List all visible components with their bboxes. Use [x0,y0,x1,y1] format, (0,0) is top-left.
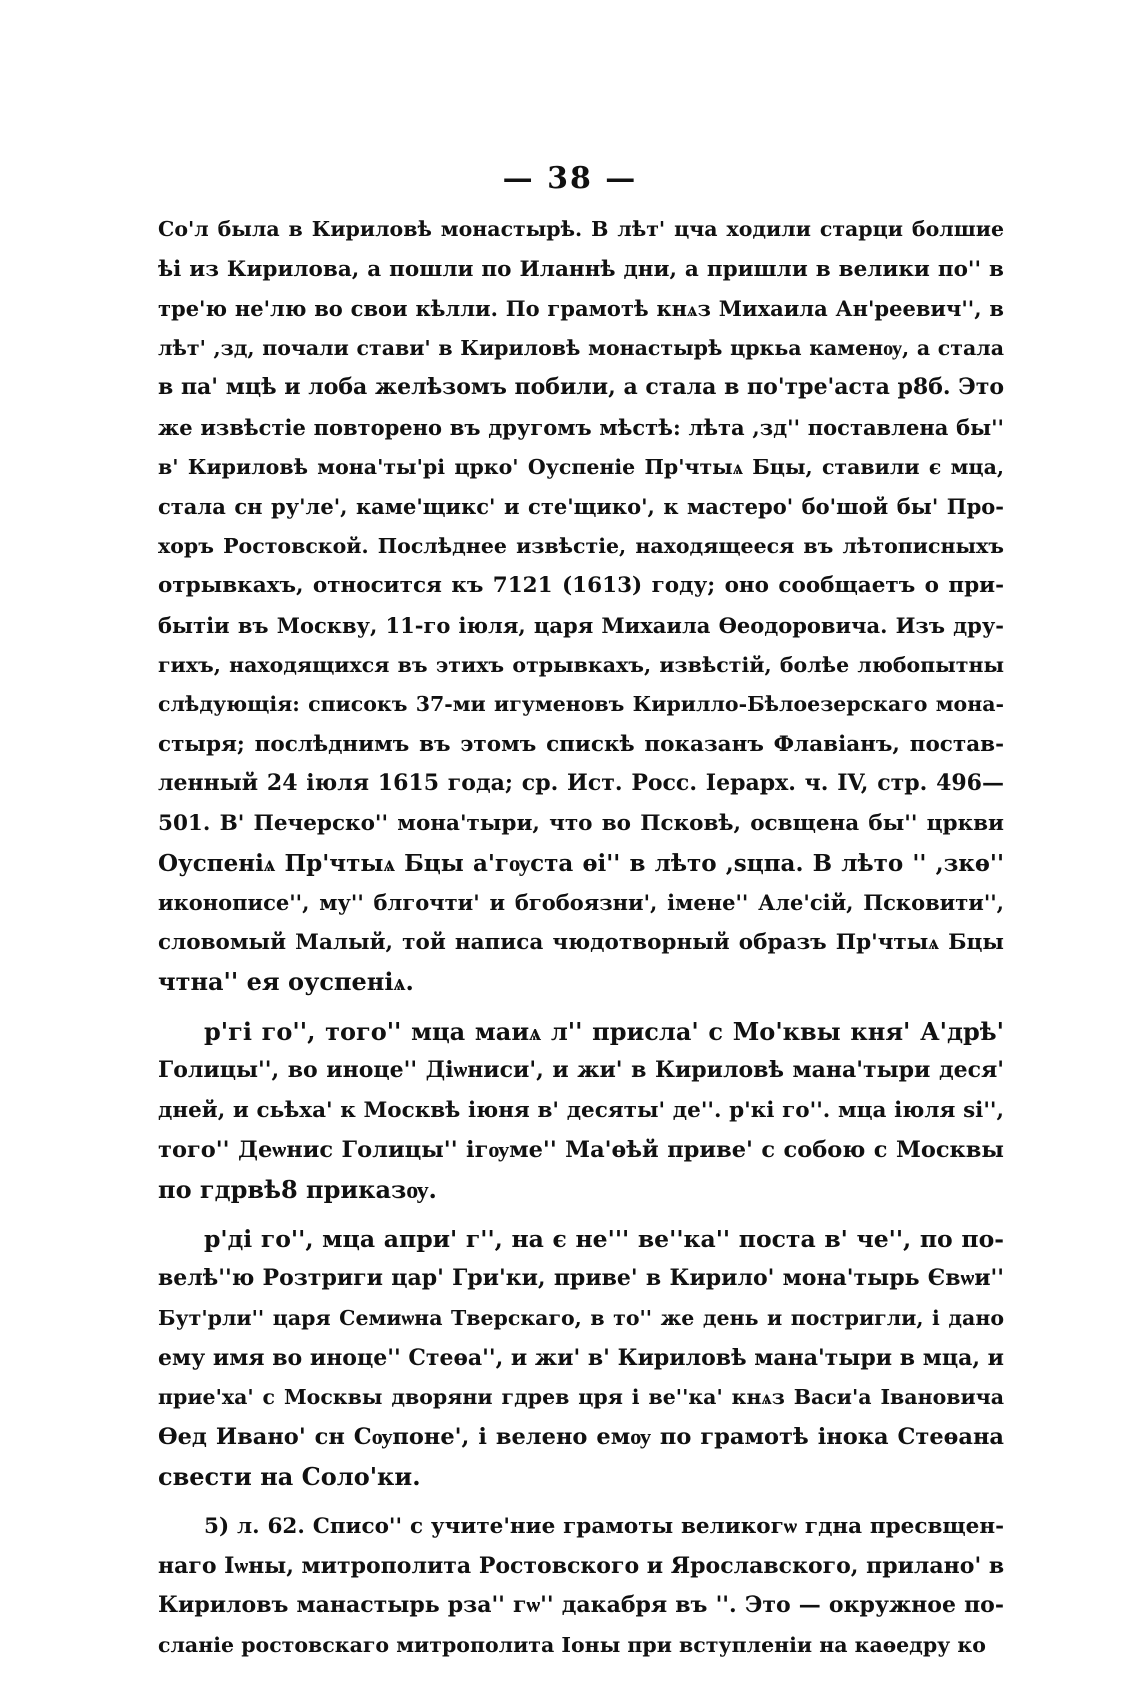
text-line: иконописе'', му'' блгочти' и бгобоязни', імене'' Але'сій, Псковити'', [158,890,1004,916]
text-line: того'' Деѡнис Голицы'' ігѹме'' Ма'ѳѣй приве' с собою с Москвы [158,1136,1004,1163]
text-line: стала сн ру'ле', каме'щикс' и сте'щико', к мастеро' бо'шой бы' Про- [158,494,1004,520]
text-line: гихъ, находящихся въ этихъ отрывкахъ, извѣстій, болѣе любопытны [158,652,1004,677]
page-number: — 38 — [502,161,638,196]
text-line: велѣ''ю Розтриги цар' Гри'ки, приве' в Кирило' мона'тырь Євѡи'' [158,1265,1004,1292]
text-line: наго Іѡны, митрополита Ростовского и Ярославского, прилано' в [158,1552,1004,1579]
text-line: в па' мцѣ и лоба желѣзомъ побили, а стала в по'тре'аста р8б. Это [158,374,1004,401]
text-line: 5) л. 62. Списо'' с учите'ние грамоты великогѡ гдна пресвщен- [204,1514,1004,1539]
text-line: же извѣстіе повторено въ другомъ мѣстѣ: лѣта ,зд'' поставлена бы'' [158,414,1004,440]
text-line: словомый Малый, той написа чюдотворный образъ Пр'чтыѧ Бцы [158,929,1004,955]
text-line: в' Кириловѣ мона'ты'рі црко' Оуспеніе Пр'чтыѧ Бцы, ставили є мца, [158,454,1004,479]
text-line: р'ді го'', мца апри' г'', на є не''' ве''ка'' поста в' че'', по по- [204,1224,1004,1253]
text-line: Ѳед Ивано' сн Сѹпоне', і велено емѹ по грамотѣ інока Стеѳана [158,1423,1004,1450]
text-line: р'гі го'', того'' мца маиѧ л'' присла' с Мо'квы кня' А'дрѣ' [204,1016,1004,1046]
text-line: лѣт' ,зд, почали стави' в Кириловѣ монастырѣ цркьа каменѹ, а стала [158,335,1004,360]
text-line: по гдрвѣ8 приказѹ. [158,1175,437,1205]
paragraph [158,1220,1004,1497]
text-line: отрывкахъ, относится къ 7121 (1613) году; оно сообщаетъ о при- [158,573,1004,599]
paragraph-gap [158,1497,1004,1507]
text-line: тре'ю не'лю во свои кѣлли. По грамотѣ кнѧз Михаила Ан'реевич'', в [158,296,1004,322]
paragraph [158,1012,1004,1210]
paragraph [158,1507,1004,1665]
text-line: Кириловъ манастырь рза'' гѡ'' дакабря въ ''. Это — окружное по- [158,1592,1004,1619]
text-line: слѣдующія: списокъ 37-ми игуменовъ Кирилло-Бѣлоезерскаго мона- [158,692,1004,717]
text-line: стыря; послѣднимъ въ этомъ спискѣ показанъ Флавіанъ, постав- [158,731,1004,757]
text-line: Голицы'', во иноце'' Діѡниси', и жи' в Кириловѣ мана'тыри деся' [158,1057,1004,1084]
text-line: сланіе ростовскаго митрополита Іоны при вступленіи на каѳедру ко [158,1632,986,1657]
paragraph [158,210,1004,1002]
text-line: прие'ха' с Москвы дворяни гдрев цря і ве''ка' кнѧз Васи'а Івановича [158,1385,1004,1410]
text-line: хоръ Ростовской. Послѣднее извѣстіе, находящееся въ лѣтописныхъ [158,533,1004,558]
text-line: бытіи въ Москву, 11-го іюля, царя Михаила Ѳеодоровича. Изъ дру- [158,612,1004,638]
text-line: ему имя во иноце'' Стеѳа'', и жи' в' Кириловѣ мана'тыри в мца, и [158,1344,1004,1371]
text-line: дней, и сьѣха' к Москвѣ іюня в' десяты' де''. р'кі го''. мца іюля ѕі'', [158,1098,1004,1124]
paragraph-gap [158,1210,1004,1220]
text-line: чтна'' ея оуспеніѧ. [158,967,414,997]
text-line: 501. В' Печерско'' мона'тыри, что во Псковѣ, освщена бы'' цркви [158,810,1004,836]
text-line: ленный 24 іюля 1615 года; ср. Ист. Росс. Іерарх. ч. IV, стр. 496— [158,770,1004,797]
paragraph-gap [158,1002,1004,1012]
text-line: Со'л была в Кириловѣ монастырѣ. В лѣт' цча ходили старци болшие [158,217,1004,241]
body-text [158,210,1004,1665]
text-line: свести на Соло'ки. [158,1462,421,1492]
text-line: ѣі из Кирилова, а пошли по Иланнѣ дни, а пришли в велики по'' в [158,256,1004,282]
text-line: Оуспеніѧ Пр'чтыѧ Бцы а'гѹста ѳі'' в лѣто ,sцпа. В лѣто '' ,зкѳ'' [158,849,1004,877]
text-line: Бут'рли'' царя Семиѡна Тверскаго, в то'' же день и постригли, і дано [158,1306,1004,1331]
